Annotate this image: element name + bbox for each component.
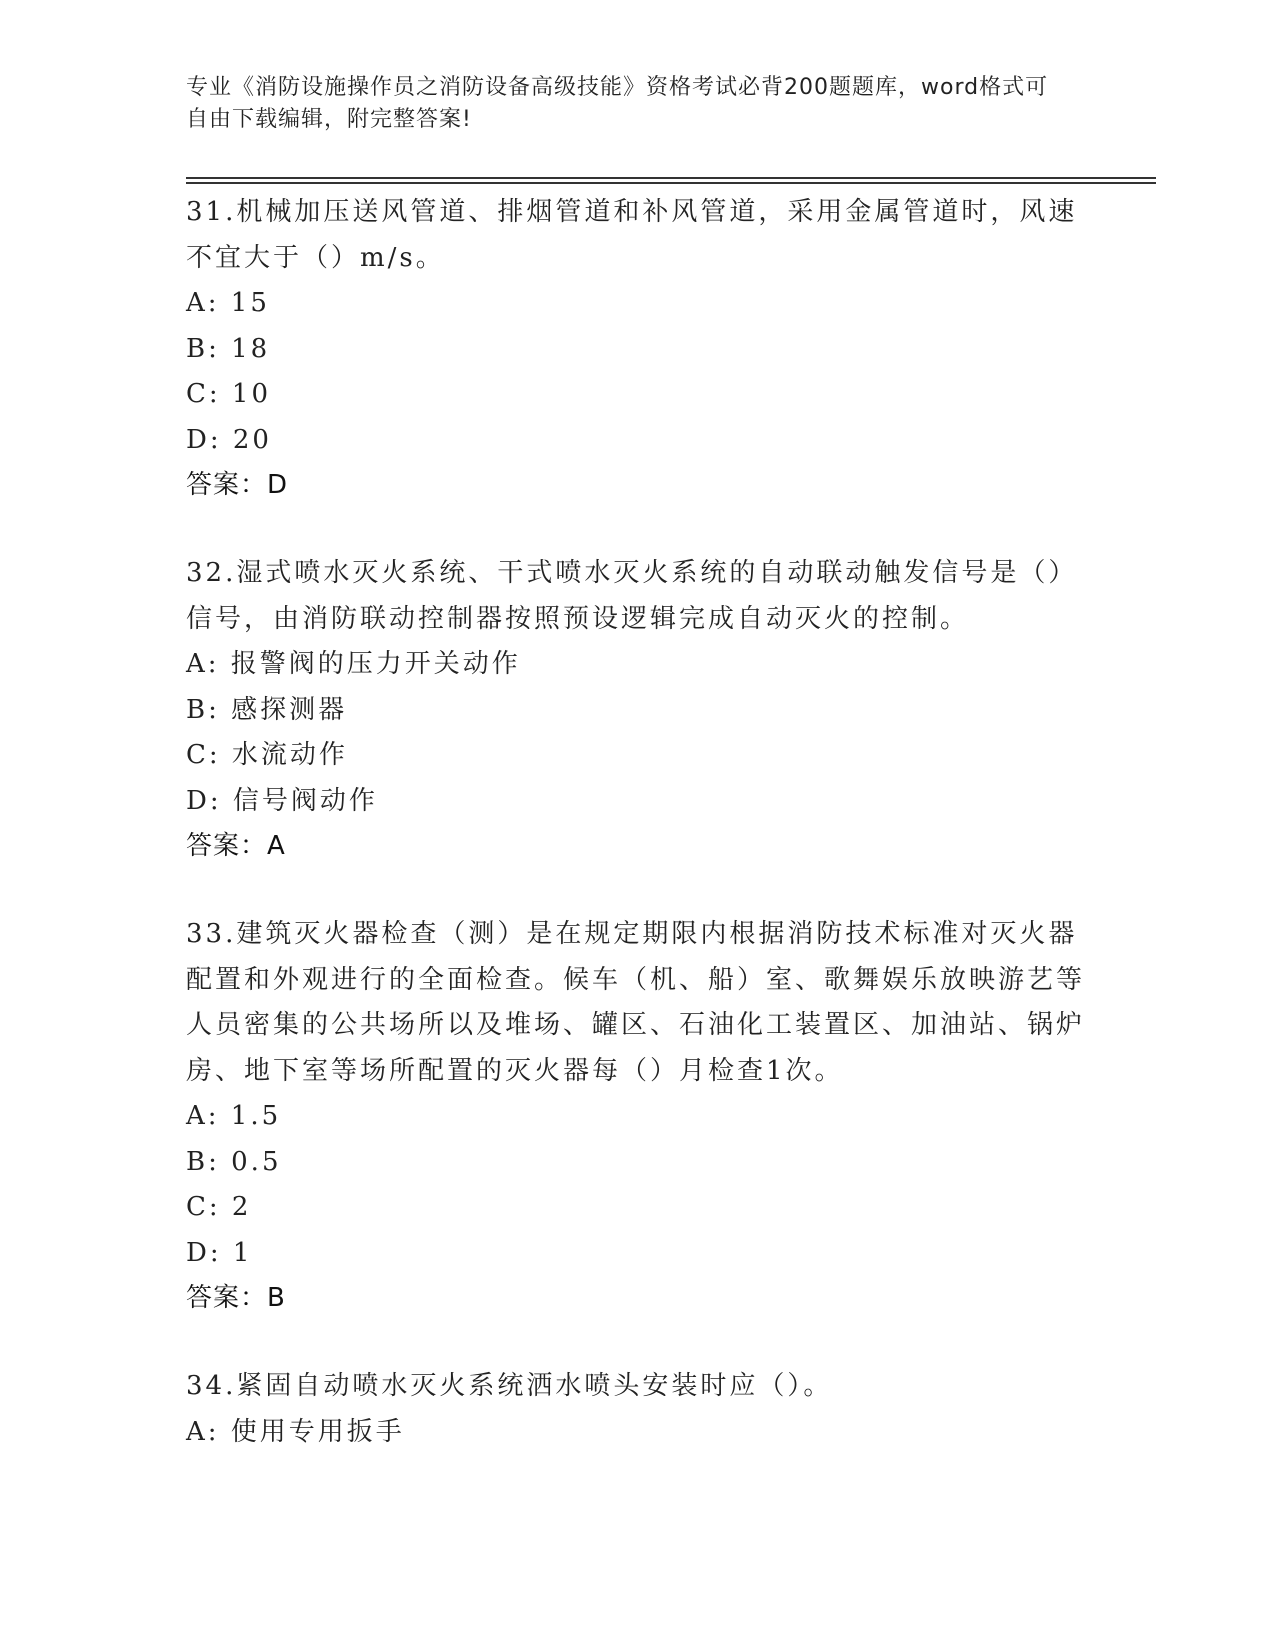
option-d: D: 1 [186, 1237, 253, 1268]
header-divider-top [186, 177, 1156, 179]
option-a: A: 报警阀的压力开关动作 [186, 649, 521, 679]
question-text: 33.建筑灭火器检查（测）是在规定期限内根据消防技术标准对灭火器配置和外观进行的全面检查。候车（机、船）室、歌舞娱乐放映游艺等人员密集的公共场所以及堆场、罐区、石油化工装置区、加油站、锅炉房、地下室等场所配置的灭火器每（）月检查1次。 [186, 919, 1086, 1086]
option-d: D: 20 [186, 424, 272, 455]
option-c: C: 2 [186, 1192, 252, 1222]
question-text: 32.湿式喷水灭火系统、干式喷水灭火系统的自动联动触发信号是（）信号，由消防联动控制器按照预设逻辑完成自动灭火的控制。 [186, 558, 1078, 634]
question-33 [186, 912, 1086, 1320]
answer-line: 答案：B [186, 1283, 286, 1313]
option-b: B: 18 [186, 333, 271, 364]
question-32 [186, 551, 1086, 868]
option-d: D: 信号阀动作 [186, 785, 378, 816]
answer-line: 答案：D [186, 470, 289, 500]
option-a: A: 使用专用扳手 [186, 1416, 405, 1447]
option-b: B: 感探测器 [186, 694, 348, 725]
question-text: 31.机械加压送风管道、排烟管道和补风管道，采用金属管道时，风速不宜大于（）m/s。 [186, 197, 1078, 273]
answer-line: 答案：A [186, 831, 286, 861]
question-text: 34.紧固自动喷水灭火系统洒水喷头安装时应（）。 [186, 1371, 833, 1401]
question-31 [186, 190, 1086, 507]
option-a: A: 1.5 [186, 1101, 282, 1131]
option-a: A: 15 [186, 288, 270, 318]
question-34 [186, 1364, 1086, 1455]
option-b: B: 0.5 [186, 1146, 282, 1177]
option-c: C: 水流动作 [186, 740, 348, 770]
header-divider-bottom [186, 182, 1156, 184]
document-intro: 专业《消防设施操作员之消防设备高级技能》资格考试必背200题题库，word格式可自由下载编辑，附完整答案! [186, 75, 1049, 132]
question-list [186, 190, 1086, 1499]
option-c: C: 10 [186, 379, 272, 409]
